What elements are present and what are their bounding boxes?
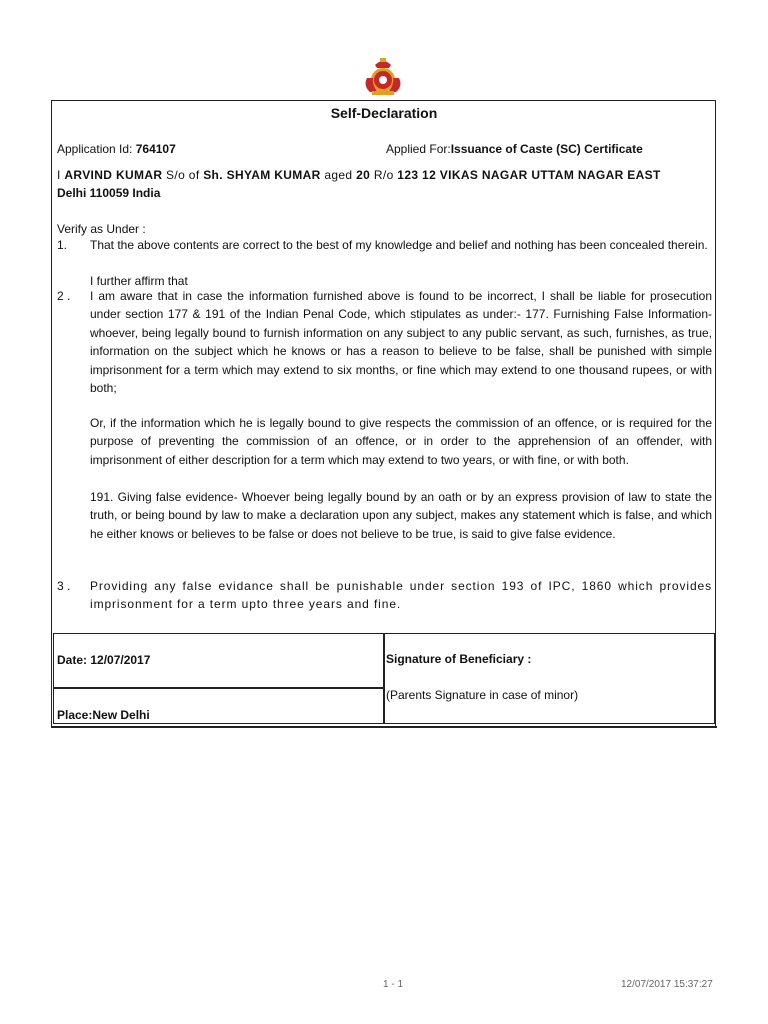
declarant-address-1: 123 12 VIKAS NAGAR UTTAM NAGAR EAST [397, 168, 661, 182]
point-3-number: 3 . [57, 579, 71, 593]
application-id-label: Application Id: [57, 142, 136, 156]
point-2-paragraph-3: 191. Giving false evidence- Whoever being legally bound by an oath or by an express provision of law to state the truth, or being bound by law to make a declaration upon any subject, makes any statement which is false, and which he either knows or believes to be false or does not believe to be true, is said to give false evidence. [90, 490, 712, 541]
declarant-prefix: I [57, 168, 65, 182]
page-number: 1 - 1 [383, 979, 404, 990]
applied-for-label: Applied For: [386, 142, 451, 156]
place-text: Place:New Delhi [57, 708, 150, 722]
date-text: Date: 12/07/2017 [57, 653, 151, 667]
declarant-so-of: S/o of [162, 168, 204, 182]
point-3-text: Providing any false evidance shall be punishable under section 193 of IPC, 1860 which provides imprisonment for a term upto three years and fine. [90, 579, 712, 612]
parents-signature-note: (Parents Signature in case of minor) [386, 688, 579, 702]
signature-table [53, 633, 715, 724]
point-2-paragraph-2: Or, if the information which he is legally bound to give respects the commission of an offence, or is required for the purpose of preventing the commission of an offence, or in order to the apprehension of an offender, with imprisonment of either description for a term which may extend to two years, or with fine, or with both. [90, 416, 712, 467]
signature-label: Signature of Beneficiary : [386, 652, 532, 666]
declarant-father: Sh. SHYAM KUMAR [203, 168, 321, 182]
signature-cell [384, 633, 715, 724]
print-timestamp: 12/07/2017 15:37:27 [621, 979, 713, 990]
declarant-aged: aged [320, 168, 357, 182]
verify-heading: Verify as Under : [57, 222, 146, 236]
point-2-number: 2 . [57, 289, 71, 303]
frame-double-line [51, 726, 717, 732]
point-1-number: 1. [57, 238, 68, 252]
point-1-text: That the above contents are correct to the best of my knowledge and belief and nothing has been concealed therein. [90, 238, 708, 252]
applied-for [386, 140, 643, 158]
point-2-paragraph-1: I am aware that in case the information furnished above is found to be incorrect, I shall be liable for prosecution under section 177 & 191 of the Indian Penal Code, which stipulates as under:- 177. Furnishing False Information- whoever, being legally bound to furnish information on any subject to any public servant, as such, furnishes, as true, information on the subject which he knows or has a reason to believe to be false, shall be punished with simple imprisonment for a term which may extend to six months, or fine which may extend to one thousand rupees, or with both; [90, 289, 712, 396]
declarant-age: 20 [356, 168, 371, 182]
declarant-line-1 [57, 166, 712, 184]
declarant-address-2: Delhi 110059 India [57, 186, 161, 200]
application-id-value: 764107 [135, 142, 176, 156]
page-title: Self-Declaration [330, 105, 438, 121]
declarant-name: ARVIND KUMAR [64, 168, 163, 182]
point-1-affirm: I further affirm that [90, 274, 188, 288]
delhi-police-emblem-icon [358, 54, 408, 96]
applied-for-value: Issuance of Caste (SC) Certificate [450, 142, 643, 156]
application-id [57, 140, 176, 158]
declarant-ro: R/o [370, 168, 398, 182]
